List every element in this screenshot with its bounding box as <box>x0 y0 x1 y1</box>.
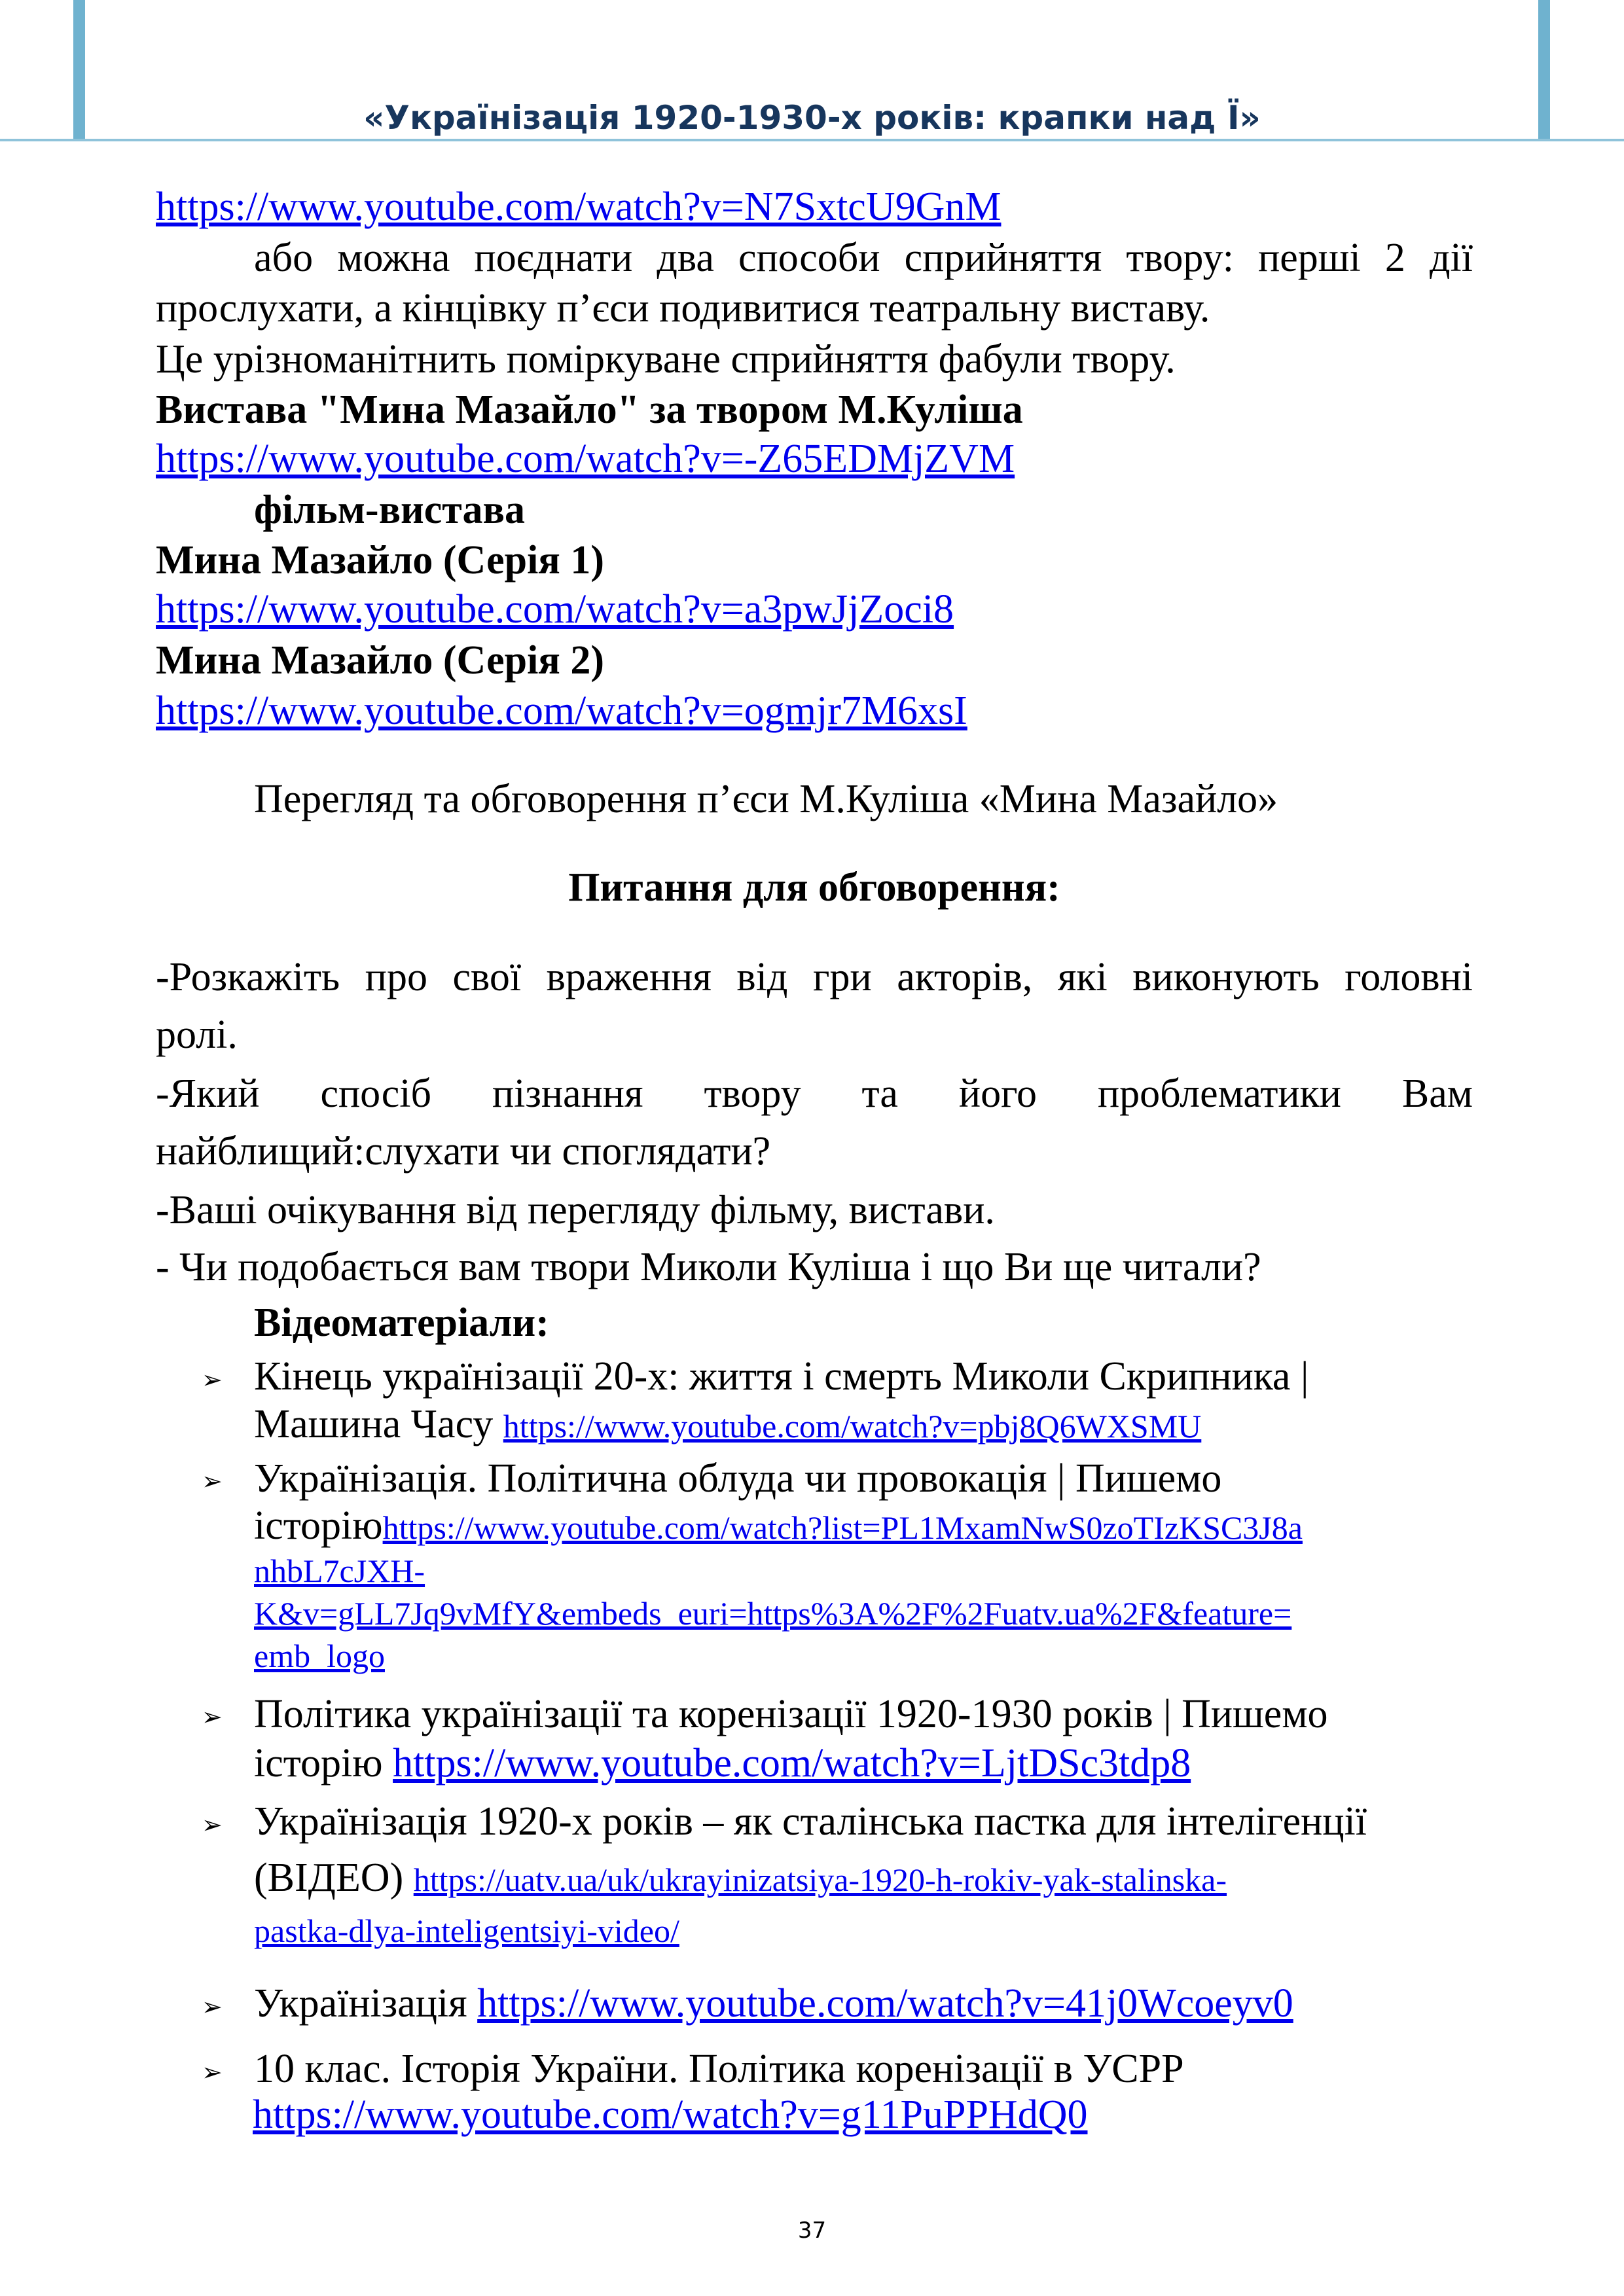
paragraph-line: або можна поєднати два способи сприйняття твору: перші 2 дії <box>254 236 1473 280</box>
question-3: -Ваші очікування від перегляду фільму, вистави. <box>156 1188 995 1232</box>
video-6-link[interactable]: https://www.youtube.com/watch?v=g11PuPPHdQ0 <box>253 2092 1088 2137</box>
video-3-line2 <box>254 1743 1191 1784</box>
bullet-arrow-icon: ➢ <box>202 1812 223 1839</box>
question-1-line: ролі. <box>156 1013 238 1057</box>
video-1-link[interactable]: https://www.youtube.com/watch?v=pbj8Q6WXSMU <box>503 1408 1202 1444</box>
video-1-label: Машина Часу <box>254 1402 503 1446</box>
youtube-link-1[interactable]: https://www.youtube.com/watch?v=N7SxtcU9GnM <box>156 185 1001 229</box>
header-rule <box>0 139 1624 141</box>
header-title: «Українізація 1920-1930-х років: крапки над Ї» <box>363 99 1261 137</box>
bullet-arrow-icon: ➢ <box>202 1367 223 1394</box>
bullet-arrow-icon: ➢ <box>202 1704 223 1731</box>
video-2-label: історію <box>254 1503 383 1548</box>
video-2-link-cont[interactable]: emb_logo <box>254 1638 385 1674</box>
video-4-title: Українізація 1920-х років – як сталінська пастка для інтелігенції <box>254 1799 1367 1844</box>
video-2-title: Українізація. Політична облуда чи провокація | Пишемо <box>254 1456 1222 1501</box>
paragraph-line: Це урізноманітнить поміркуване сприйняття фабули твору. <box>156 337 1176 382</box>
questions-heading: Питання для обговорення: <box>568 865 1060 910</box>
video-4-link[interactable]: https://uatv.ua/uk/ukrayinizatsiya-1920-h-rokiv-yak-stalinska- <box>413 1861 1227 1898</box>
video-5-link[interactable]: https://www.youtube.com/watch?v=41j0Wcoeyv0 <box>477 1981 1293 2026</box>
youtube-link-2[interactable]: https://www.youtube.com/watch?v=-Z65EDMjZVM <box>156 437 1015 481</box>
video-5-line <box>254 1983 1293 2024</box>
question-4: - Чи подобається вам твори Миколи Куліша і що Ви ще читали? <box>156 1245 1261 1289</box>
youtube-link-4[interactable]: https://www.youtube.com/watch?v=ogmjr7M6xsI <box>156 689 967 733</box>
video-5-label: Українізація <box>254 1981 478 2026</box>
bullet-arrow-icon: ➢ <box>202 1468 223 1496</box>
question-2-line: -Який спосіб пізнання твору та його проблематики Вам <box>156 1071 1473 1116</box>
video-2-link[interactable]: https://www.youtube.com/watch?list=PL1MxamNwS0zoTIzKSC3J8a <box>382 1509 1303 1546</box>
vystava-heading: Вистава "Мина Мазайло" за твором М.Куліша <box>156 387 1023 432</box>
review-text: Перегляд та обговорення п’єси М.Куліша «Мина Мазайло» <box>254 777 1278 821</box>
video-4-label: (ВІДЕО) <box>254 1856 414 1900</box>
video-3-label: історію <box>254 1741 393 1785</box>
page-number: 37 <box>797 2217 827 2244</box>
question-2-line: найблищий:слухати чи споглядати? <box>156 1129 771 1174</box>
youtube-link-3[interactable]: https://www.youtube.com/watch?v=a3pwJjZoci8 <box>156 587 954 632</box>
video-1-line2 <box>254 1404 1201 1444</box>
video-4-link-cont[interactable]: pastka-dlya-inteligentsiyi-video/ <box>254 1912 679 1949</box>
video-2-link-cont[interactable]: K&v=gLL7Jq9vMfY&embeds_euri=https%3A%2F%2Fuatv.ua%2F&feature= <box>254 1595 1292 1632</box>
bullet-arrow-icon: ➢ <box>202 1994 223 2021</box>
video-3-link[interactable]: https://www.youtube.com/watch?v=LjtDSc3tdp8 <box>393 1741 1191 1785</box>
bullet-arrow-icon: ➢ <box>202 2059 223 2087</box>
film-label: фільм-вистава <box>254 488 525 532</box>
video-4-line2 <box>254 1857 1227 1898</box>
series-2-heading: Мина Мазайло (Серія 2) <box>156 638 604 683</box>
video-heading: Відеоматеріали: <box>254 1300 549 1345</box>
video-2-link-cont[interactable]: nhbL7cJXH- <box>254 1552 425 1589</box>
video-3-title: Політика українізації та коренізації 1920-1930 років | Пишемо <box>254 1692 1328 1736</box>
video-6-title: 10 клас. Історія України. Політика коренізації в УСРР <box>254 2047 1184 2091</box>
question-1-line: -Розкажіть про свої враження від гри акторів, які виконують головні <box>156 955 1473 999</box>
video-1-title: Кінець українізації 20-х: життя і смерть Миколи Скрипника | <box>254 1354 1309 1399</box>
series-1-heading: Мина Мазайло (Серія 1) <box>156 538 604 583</box>
video-2-line2 <box>254 1505 1303 1546</box>
paragraph-line: прослухати, а кінцівку п’єси подивитися театральну виставу. <box>156 286 1210 331</box>
